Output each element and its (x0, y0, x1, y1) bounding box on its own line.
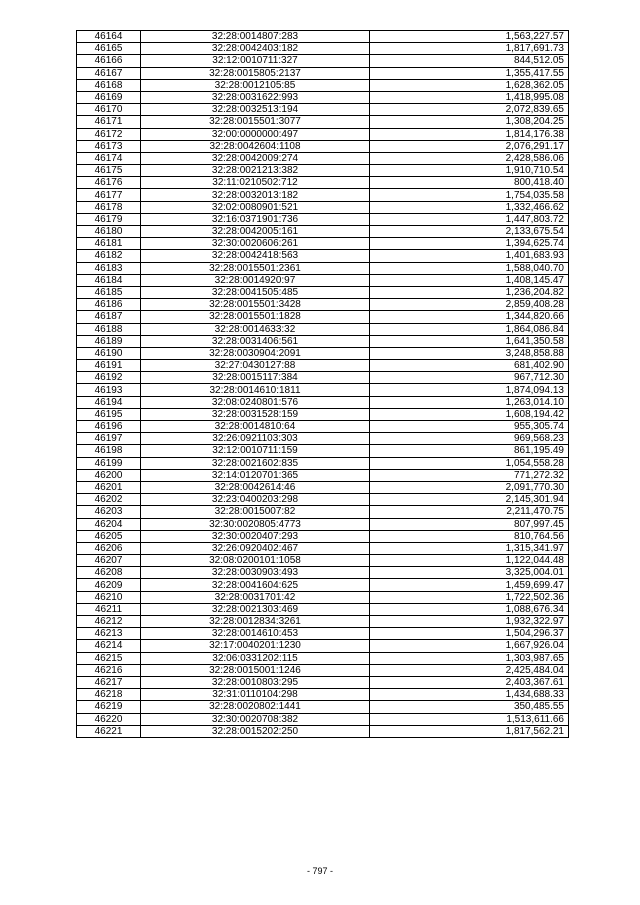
table-row (77, 579, 569, 591)
row-id-cell: 46171 (77, 116, 141, 128)
amount-cell: 1,459,699.47 (370, 579, 569, 591)
table-row (77, 616, 569, 628)
row-id-cell: 46220 (77, 713, 141, 725)
cadastral-number-cell: 32:28:0014610:1811 (141, 384, 370, 396)
table-row (77, 396, 569, 408)
table-row (77, 238, 569, 250)
cadastral-number-cell: 32:14:0120701:365 (141, 469, 370, 481)
cadastral-number-cell: 32:00:0000000:497 (141, 128, 370, 140)
cadastral-number-cell: 32:17:0040201:1230 (141, 640, 370, 652)
table-row (77, 457, 569, 469)
cadastral-number-cell: 32:28:0015501:3428 (141, 299, 370, 311)
row-id-cell: 46179 (77, 213, 141, 225)
table-row (77, 421, 569, 433)
table-row (77, 433, 569, 445)
cadastral-number-cell: 32:28:0015501:2361 (141, 262, 370, 274)
row-id-cell: 46208 (77, 567, 141, 579)
cadastral-number-cell: 32:12:0010711:327 (141, 55, 370, 67)
table-row (77, 311, 569, 323)
amount-cell: 1,608,194.42 (370, 408, 569, 420)
row-id-cell: 46184 (77, 274, 141, 286)
cadastral-number-cell: 32:28:0031528:159 (141, 408, 370, 420)
amount-cell: 807,997.45 (370, 518, 569, 530)
table-row (77, 286, 569, 298)
cadastral-number-cell: 32:28:0012834:3261 (141, 616, 370, 628)
cadastral-number-cell: 32:28:0014807:283 (141, 31, 370, 43)
table-row (77, 140, 569, 152)
row-id-cell: 46186 (77, 299, 141, 311)
cadastral-number-cell: 32:28:0015501:1828 (141, 311, 370, 323)
amount-cell: 1,513,611.66 (370, 713, 569, 725)
cadastral-number-cell: 32:28:0030904:2091 (141, 347, 370, 359)
row-id-cell: 46164 (77, 31, 141, 43)
table-row (77, 689, 569, 701)
table-row (77, 713, 569, 725)
table-row (77, 725, 569, 737)
amount-cell: 1,315,341.97 (370, 542, 569, 554)
row-id-cell: 46194 (77, 396, 141, 408)
amount-cell: 1,447,803.72 (370, 213, 569, 225)
row-id-cell: 46212 (77, 616, 141, 628)
amount-cell: 1,864,086.84 (370, 323, 569, 335)
row-id-cell: 46202 (77, 494, 141, 506)
cadastral-number-cell: 32:16:0371901:736 (141, 213, 370, 225)
table-row (77, 494, 569, 506)
amount-cell: 1,504,296.37 (370, 628, 569, 640)
table-row (77, 652, 569, 664)
row-id-cell: 46170 (77, 104, 141, 116)
table-row (77, 518, 569, 530)
table-row (77, 201, 569, 213)
row-id-cell: 46187 (77, 311, 141, 323)
cadastral-number-cell: 32:28:0015805:2137 (141, 67, 370, 79)
row-id-cell: 46165 (77, 43, 141, 55)
amount-cell: 1,054,558.28 (370, 457, 569, 469)
cadastral-number-cell: 32:31:0110104:298 (141, 689, 370, 701)
cadastral-number-cell: 32:28:0014610:453 (141, 628, 370, 640)
table-row (77, 676, 569, 688)
amount-cell: 1,088,676.34 (370, 603, 569, 615)
table-row (77, 481, 569, 493)
amount-cell: 1,394,625.74 (370, 238, 569, 250)
cadastral-number-cell: 32:28:0032013:182 (141, 189, 370, 201)
cadastral-number-cell: 32:30:0020606:261 (141, 238, 370, 250)
amount-cell: 350,485.55 (370, 701, 569, 713)
table-row (77, 226, 569, 238)
row-id-cell: 46217 (77, 676, 141, 688)
table-row (77, 372, 569, 384)
row-id-cell: 46204 (77, 518, 141, 530)
table-row (77, 152, 569, 164)
row-id-cell: 46173 (77, 140, 141, 152)
cadastral-number-cell: 32:28:0014810:64 (141, 421, 370, 433)
row-id-cell: 46168 (77, 79, 141, 91)
amount-cell: 1,814,176.38 (370, 128, 569, 140)
table-row (77, 79, 569, 91)
row-id-cell: 46172 (77, 128, 141, 140)
amount-cell: 969,568.23 (370, 433, 569, 445)
row-id-cell: 46209 (77, 579, 141, 591)
cadastral-number-cell: 32:28:0021303:469 (141, 603, 370, 615)
amount-cell: 1,628,362.05 (370, 79, 569, 91)
amount-cell: 1,754,035.58 (370, 189, 569, 201)
cadastral-number-cell: 32:08:0200101:1058 (141, 555, 370, 567)
row-id-cell: 46193 (77, 384, 141, 396)
amount-cell: 2,145,301.94 (370, 494, 569, 506)
table-row (77, 555, 569, 567)
amount-cell: 1,910,710.54 (370, 165, 569, 177)
row-id-cell: 46192 (77, 372, 141, 384)
amount-cell: 1,408,145.47 (370, 274, 569, 286)
amount-cell: 800,418.40 (370, 177, 569, 189)
table-row (77, 567, 569, 579)
records-table (76, 30, 569, 738)
table-row (77, 213, 569, 225)
row-id-cell: 46178 (77, 201, 141, 213)
amount-cell: 1,303,987.65 (370, 652, 569, 664)
cadastral-number-cell: 32:28:0020802:1441 (141, 701, 370, 713)
amount-cell: 1,344,820.66 (370, 311, 569, 323)
row-id-cell: 46183 (77, 262, 141, 274)
cadastral-number-cell: 32:06:0331202:115 (141, 652, 370, 664)
cadastral-number-cell: 32:26:0920402:467 (141, 542, 370, 554)
cadastral-number-cell: 32:28:0042614:46 (141, 481, 370, 493)
cadastral-number-cell: 32:28:0032513:194 (141, 104, 370, 116)
table-row (77, 347, 569, 359)
cadastral-number-cell: 32:28:0014633:32 (141, 323, 370, 335)
table-row (77, 664, 569, 676)
table-row (77, 640, 569, 652)
row-id-cell: 46190 (77, 347, 141, 359)
row-id-cell: 46206 (77, 542, 141, 554)
table-row (77, 701, 569, 713)
row-id-cell: 46213 (77, 628, 141, 640)
table-row (77, 530, 569, 542)
cadastral-number-cell: 32:30:0020708:382 (141, 713, 370, 725)
cadastral-number-cell: 32:28:0041604:625 (141, 579, 370, 591)
amount-cell: 2,403,367.61 (370, 676, 569, 688)
amount-cell: 1,874,094.13 (370, 384, 569, 396)
table-row (77, 262, 569, 274)
amount-cell: 2,211,470.75 (370, 506, 569, 518)
amount-cell: 1,722,502.36 (370, 591, 569, 603)
cadastral-number-cell: 32:02:0080901:521 (141, 201, 370, 213)
table-row (77, 128, 569, 140)
table-row (77, 360, 569, 372)
amount-cell: 861,195.49 (370, 445, 569, 457)
amount-cell: 2,133,675.54 (370, 226, 569, 238)
table-row (77, 408, 569, 420)
amount-cell: 1,401,683.93 (370, 250, 569, 262)
amount-cell: 967,712.30 (370, 372, 569, 384)
row-id-cell: 46199 (77, 457, 141, 469)
cadastral-number-cell: 32:28:0010803:295 (141, 676, 370, 688)
amount-cell: 681,402.90 (370, 360, 569, 372)
amount-cell: 2,091,770.30 (370, 481, 569, 493)
table-row (77, 43, 569, 55)
cadastral-number-cell: 32:28:0015501:3077 (141, 116, 370, 128)
row-id-cell: 46166 (77, 55, 141, 67)
amount-cell: 771,272.32 (370, 469, 569, 481)
cadastral-number-cell: 32:28:0031701:42 (141, 591, 370, 603)
cadastral-number-cell: 32:11:0210502:712 (141, 177, 370, 189)
amount-cell: 955,305.74 (370, 421, 569, 433)
row-id-cell: 46167 (77, 67, 141, 79)
amount-cell: 810,764.56 (370, 530, 569, 542)
table-row (77, 603, 569, 615)
cadastral-number-cell: 32:28:0015202:250 (141, 725, 370, 737)
cadastral-number-cell: 32:28:0015001:1246 (141, 664, 370, 676)
amount-cell: 1,308,204.25 (370, 116, 569, 128)
cadastral-number-cell: 32:26:0921103:303 (141, 433, 370, 445)
row-id-cell: 46215 (77, 652, 141, 664)
amount-cell: 1,418,995.08 (370, 91, 569, 103)
row-id-cell: 46214 (77, 640, 141, 652)
cadastral-number-cell: 32:28:0015007:82 (141, 506, 370, 518)
cadastral-number-cell: 32:30:0020805:4773 (141, 518, 370, 530)
row-id-cell: 46198 (77, 445, 141, 457)
row-id-cell: 46210 (77, 591, 141, 603)
table-row (77, 177, 569, 189)
cadastral-number-cell: 32:28:0031622:993 (141, 91, 370, 103)
cadastral-number-cell: 32:28:0030903:493 (141, 567, 370, 579)
table-row (77, 591, 569, 603)
row-id-cell: 46201 (77, 481, 141, 493)
cadastral-number-cell: 32:28:0021213:382 (141, 165, 370, 177)
row-id-cell: 46207 (77, 555, 141, 567)
row-id-cell: 46181 (77, 238, 141, 250)
cadastral-number-cell: 32:28:0031406:561 (141, 335, 370, 347)
row-id-cell: 46185 (77, 286, 141, 298)
amount-cell: 2,425,484.04 (370, 664, 569, 676)
row-id-cell: 46211 (77, 603, 141, 615)
table-row (77, 335, 569, 347)
amount-cell: 2,072,839.65 (370, 104, 569, 116)
table-row (77, 31, 569, 43)
table-row (77, 628, 569, 640)
table-row (77, 189, 569, 201)
cadastral-number-cell: 32:08:0240801:576 (141, 396, 370, 408)
cadastral-number-cell: 32:28:0042403:182 (141, 43, 370, 55)
amount-cell: 844,512.05 (370, 55, 569, 67)
table-row (77, 542, 569, 554)
row-id-cell: 46195 (77, 408, 141, 420)
row-id-cell: 46196 (77, 421, 141, 433)
table-row (77, 469, 569, 481)
cadastral-number-cell: 32:28:0041505:485 (141, 286, 370, 298)
row-id-cell: 46219 (77, 701, 141, 713)
cadastral-number-cell: 32:30:0020407:293 (141, 530, 370, 542)
table-row (77, 104, 569, 116)
cadastral-number-cell: 32:28:0015117:384 (141, 372, 370, 384)
amount-cell: 1,817,691.73 (370, 43, 569, 55)
amount-cell: 1,817,562.21 (370, 725, 569, 737)
amount-cell: 2,428,586.06 (370, 152, 569, 164)
row-id-cell: 46182 (77, 250, 141, 262)
row-id-cell: 46191 (77, 360, 141, 372)
table-row (77, 299, 569, 311)
amount-cell: 1,563,227.57 (370, 31, 569, 43)
table-row (77, 67, 569, 79)
table-row (77, 165, 569, 177)
row-id-cell: 46221 (77, 725, 141, 737)
cadastral-number-cell: 32:28:0014920:97 (141, 274, 370, 286)
page-number: - 797 - (306, 866, 333, 876)
amount-cell: 1,667,926.04 (370, 640, 569, 652)
cadastral-number-cell: 32:28:0042005:161 (141, 226, 370, 238)
table-row (77, 274, 569, 286)
row-id-cell: 46180 (77, 226, 141, 238)
amount-cell: 1,236,204.82 (370, 286, 569, 298)
amount-cell: 1,355,417.55 (370, 67, 569, 79)
row-id-cell: 46169 (77, 91, 141, 103)
row-id-cell: 46174 (77, 152, 141, 164)
table-row (77, 506, 569, 518)
cadastral-number-cell: 32:28:0042009:274 (141, 152, 370, 164)
amount-cell: 3,325,004.01 (370, 567, 569, 579)
row-id-cell: 46189 (77, 335, 141, 347)
table-row (77, 250, 569, 262)
table-row (77, 384, 569, 396)
amount-cell: 1,641,350.58 (370, 335, 569, 347)
table-row (77, 91, 569, 103)
cadastral-number-cell: 32:27:0430127:88 (141, 360, 370, 372)
table-row (77, 445, 569, 457)
row-id-cell: 46200 (77, 469, 141, 481)
row-id-cell: 46176 (77, 177, 141, 189)
amount-cell: 1,122,044.48 (370, 555, 569, 567)
cadastral-number-cell: 32:12:0010711:159 (141, 445, 370, 457)
row-id-cell: 46188 (77, 323, 141, 335)
amount-cell: 3,248,858.88 (370, 347, 569, 359)
cadastral-number-cell: 32:28:0042418:563 (141, 250, 370, 262)
row-id-cell: 46205 (77, 530, 141, 542)
records-table-body (77, 31, 569, 738)
amount-cell: 1,263,014.10 (370, 396, 569, 408)
cadastral-number-cell: 32:28:0021602:835 (141, 457, 370, 469)
amount-cell: 1,932,322.97 (370, 616, 569, 628)
row-id-cell: 46177 (77, 189, 141, 201)
row-id-cell: 46218 (77, 689, 141, 701)
table-row (77, 55, 569, 67)
cadastral-number-cell: 32:23:0400203:298 (141, 494, 370, 506)
amount-cell: 1,588,040.70 (370, 262, 569, 274)
table-row (77, 323, 569, 335)
cadastral-number-cell: 32:28:0042604:1108 (141, 140, 370, 152)
row-id-cell: 46216 (77, 664, 141, 676)
amount-cell: 2,859,408.28 (370, 299, 569, 311)
row-id-cell: 46175 (77, 165, 141, 177)
amount-cell: 1,434,688.33 (370, 689, 569, 701)
cadastral-number-cell: 32:28:0012105:85 (141, 79, 370, 91)
row-id-cell: 46197 (77, 433, 141, 445)
table-row (77, 116, 569, 128)
row-id-cell: 46203 (77, 506, 141, 518)
amount-cell: 1,332,466.62 (370, 201, 569, 213)
amount-cell: 2,076,291.17 (370, 140, 569, 152)
